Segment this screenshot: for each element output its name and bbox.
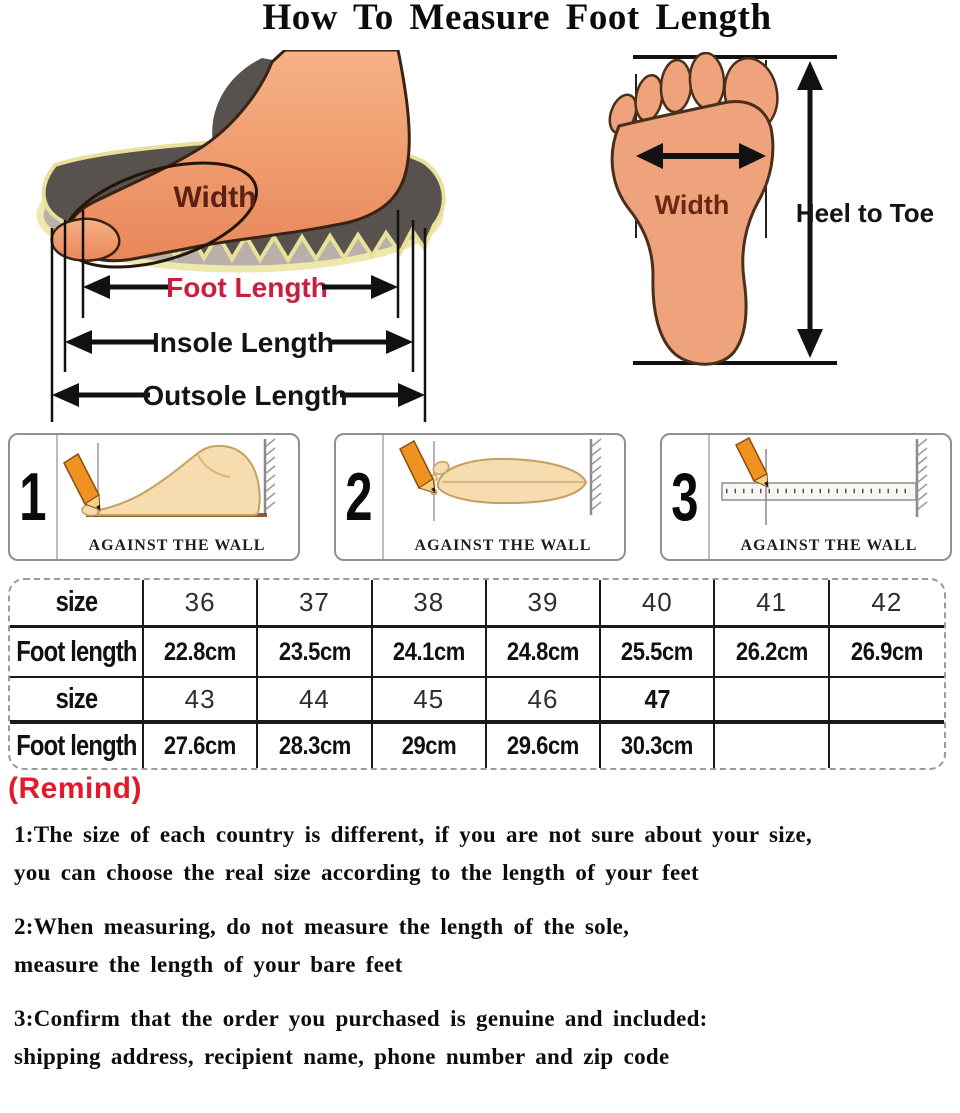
foot-side-diagram (10, 50, 460, 428)
step-caption: AGAINST THE WALL (88, 537, 266, 554)
step-caption: AGAINST THE WALL (740, 537, 918, 554)
table-cell (715, 724, 829, 768)
foot-length-label: Foot Length (166, 272, 328, 303)
remind-note-line: shipping address, recipient name, phone number and zip code (14, 1044, 670, 1069)
table-cell: 30.3cm (601, 724, 715, 768)
remind-note-line: 3:Confirm that the order you purchased is genuine and included: (14, 1006, 708, 1031)
foot-top-icon (429, 459, 586, 503)
remind-note-1 (14, 816, 954, 892)
step-number (662, 435, 710, 559)
step-caption: AGAINST THE WALL (414, 537, 592, 554)
table-cell: 38 (373, 580, 487, 628)
page-title: How To Measure Foot Length (262, 0, 772, 38)
step-number (10, 435, 58, 559)
wall-hatch-icon (591, 439, 601, 515)
ruler-icon (722, 483, 916, 500)
pencil-icon (736, 438, 768, 487)
table-cell: 36 (144, 580, 258, 628)
step-number (336, 435, 384, 559)
pencil-icon (64, 454, 100, 510)
table-cell: 29cm (373, 724, 487, 768)
wall-hatch-icon (265, 439, 275, 515)
step-number-text: 2 (345, 459, 373, 535)
table-cell (715, 678, 829, 724)
step-number-text: 3 (671, 459, 699, 535)
step-panel-2 (334, 433, 626, 561)
table-cell: 41 (715, 580, 829, 628)
step-number-text: 1 (19, 459, 47, 535)
footprint-diagram (595, 52, 950, 382)
pencil-icon (400, 441, 435, 493)
remind-note-line: 2:When measuring, do not measure the length of the sole, (14, 914, 630, 939)
outsole-length-arrow (52, 380, 425, 411)
table-cell: 42 (830, 580, 944, 628)
remind-note-line: measure the length of your bare feet (14, 952, 403, 977)
table-cell (830, 678, 944, 724)
outsole-length-label: Outsole Length (142, 380, 348, 411)
table-cell: 40 (601, 580, 715, 628)
table-cell: 23.5cm (258, 628, 372, 678)
table-cell: 24.8cm (487, 628, 601, 678)
measuring-steps (8, 433, 952, 561)
step2-illustration (384, 437, 622, 529)
step3-illustration (710, 437, 948, 529)
remind-note-line: 1:The size of each country is different, if you are not sure about your size, (14, 822, 813, 847)
table-cell: 24.1cm (373, 628, 487, 678)
remind-heading: (Remind) (8, 772, 142, 805)
remind-note-2 (14, 908, 954, 984)
size-table (8, 578, 946, 770)
remind-section (8, 772, 954, 1092)
foot-length-arrow (83, 272, 398, 303)
table-cell: 26.2cm (715, 628, 829, 678)
table-header-foot-length: Foot length (10, 628, 144, 678)
table-cell: 29.6cm (487, 724, 601, 768)
remind-note-3 (14, 1000, 954, 1076)
table-header-foot-length: Foot length (10, 724, 144, 768)
table-cell: 28.3cm (258, 724, 372, 768)
table-cell: 37 (258, 580, 372, 628)
insole-length-label: Insole Length (152, 327, 334, 358)
table-header-size: size (10, 580, 144, 628)
step-panel-3 (660, 433, 952, 561)
table-cell: 47 (601, 678, 715, 724)
table-cell (830, 724, 944, 768)
foot-side-icon (82, 446, 260, 516)
step-panel-1 (8, 433, 300, 561)
table-cell: 43 (144, 678, 258, 724)
table-cell: 26.9cm (830, 628, 944, 678)
table-cell: 44 (258, 678, 372, 724)
footprint-width-label: Width (654, 190, 730, 220)
table-cell: 46 (487, 678, 601, 724)
step1-illustration (58, 437, 296, 529)
table-cell: 27.6cm (144, 724, 258, 768)
wall-hatch-icon (917, 439, 927, 517)
table-header-size: size (10, 678, 144, 724)
heel-to-toe-label: Heel to Toe (795, 198, 935, 228)
table-cell: 22.8cm (144, 628, 258, 678)
table-cell: 25.5cm (601, 628, 715, 678)
table-cell: 45 (373, 678, 487, 724)
remind-note-line: you can choose the real size according to the length of your feet (14, 860, 699, 885)
side-width-label: Width (173, 181, 257, 214)
insole-length-arrow (65, 327, 413, 358)
table-cell: 39 (487, 580, 601, 628)
